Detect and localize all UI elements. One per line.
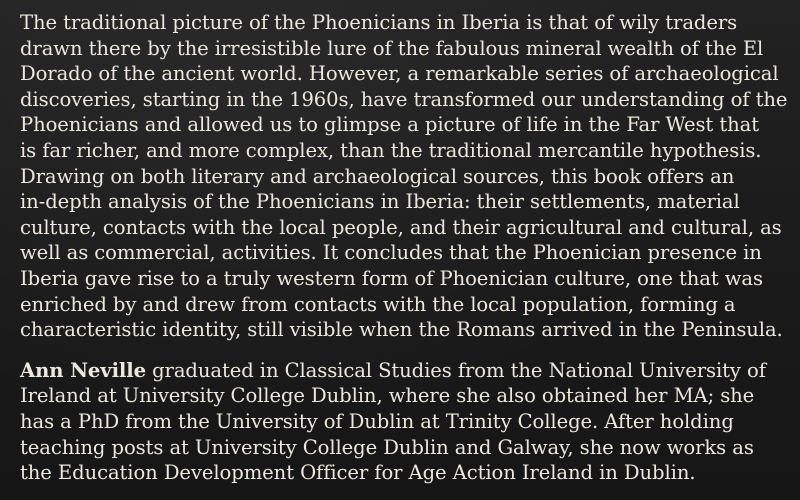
description-line: The traditional picture of the Phoenicians in Iberia is that of wily traders (20, 11, 738, 34)
author-bio-line: teaching posts at University College Dublin and Galway, she now works as (20, 435, 754, 459)
description-line: culture, contacts with the local people, and their agricultural and cultural, as (20, 215, 782, 239)
author-bio-line (20, 358, 800, 384)
description-line: discoveries, starting in the 1960s, have transformed our understanding of the (20, 87, 788, 111)
author-bio-line: the Education Development Officer for Age Action Ireland in Dublin. (20, 461, 696, 485)
description-line: Phoenicians and allowed us to glimpse a picture of life in the Far West that (20, 113, 759, 137)
author-bio-line: Ireland at University College Dublin, where she also obtained her MA; she (20, 384, 755, 408)
blurb-text-block (20, 10, 800, 486)
description-line: Drawing on both literary and archaeological sources, this book offers an (20, 164, 735, 188)
author-bio-paragraph (20, 358, 800, 486)
description-paragraph (20, 10, 800, 343)
description-line: Iberia gave rise to a truly western form of Phoenician culture, one that was (20, 266, 763, 290)
description-line: in-depth analysis of the Phoenicians in Iberia: their settlements, material (20, 190, 740, 214)
description-line: characteristic identity, still visible when the Romans arrived in the Peninsula. (20, 318, 783, 342)
description-line: well as commercial, activities. It concludes that the Phoenician presence in (20, 241, 762, 265)
description-line: enriched by and drew from contacts with the local population, forming a (20, 292, 736, 316)
description-line: is far richer, and more complex, than the traditional mercantile hypothesis. (20, 138, 762, 162)
author-name: Ann Neville (20, 358, 146, 382)
description-line: Dorado of the ancient world. However, a remarkable series of archaeological (20, 62, 779, 86)
description-line: drawn there by the irresistible lure of the fabulous mineral wealth of the El (20, 36, 764, 60)
author-bio-first-line-text: graduated in Classical Studies from the National University of (145, 358, 766, 382)
author-bio-line: has a PhD from the University of Dublin at Trinity College. After holding (20, 409, 734, 433)
